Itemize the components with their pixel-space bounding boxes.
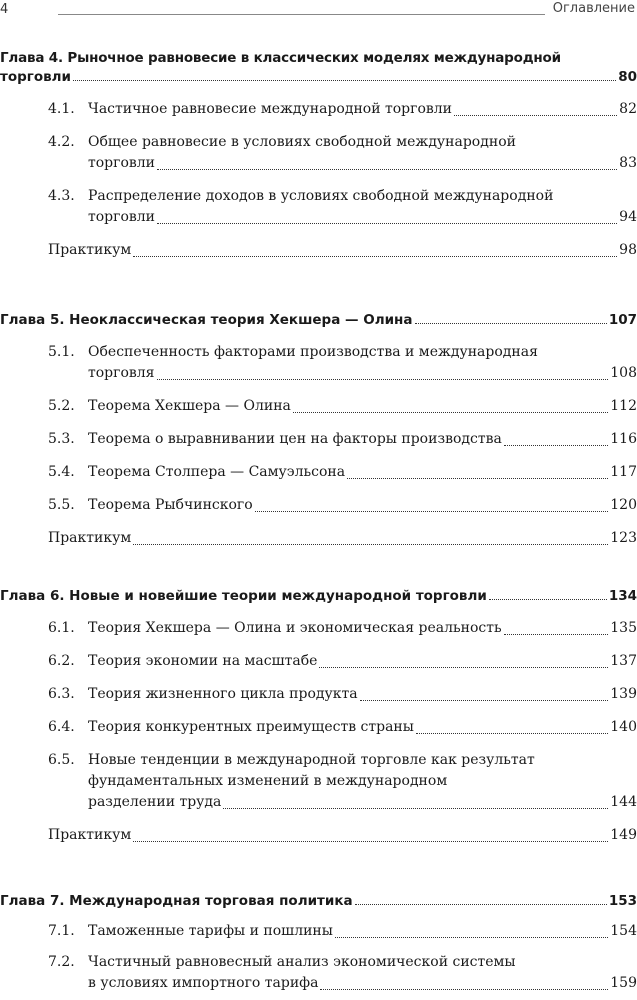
leader-dots	[319, 667, 608, 668]
leader-dots	[504, 445, 608, 446]
section-title: Теорема Хекшера — Олина	[88, 398, 291, 414]
section-page: 108	[610, 365, 637, 381]
section-title: Общее равновесие в условиях свободной международной	[88, 134, 516, 150]
section-number: 4.2.	[48, 134, 75, 150]
practicum-label: Практикум	[48, 242, 132, 258]
leader-dots	[504, 634, 609, 635]
toc-entry-6-1[interactable]	[48, 618, 637, 639]
section-page: 83	[619, 155, 637, 171]
section-page: 139	[610, 686, 637, 702]
section-title-cont: торговли	[88, 209, 156, 225]
leader-dots	[133, 841, 608, 842]
toc-entry-6-2[interactable]	[48, 651, 637, 672]
section-page: 137	[610, 653, 637, 669]
section-page: 94	[619, 209, 637, 225]
section-title: Новые тенденции в международной торговле как результат	[88, 752, 535, 768]
leader-dots	[293, 412, 608, 413]
leader-dots	[255, 511, 609, 512]
running-title: Оглавление	[552, 1, 635, 16]
section-title-cont: в условиях импортного тарифа	[88, 975, 319, 991]
page-number: 4	[0, 2, 9, 17]
chapter-title: Глава 7. Международная торговая политика	[0, 893, 353, 909]
chapter-6	[0, 588, 637, 846]
section-number: 5.1.	[48, 344, 75, 360]
section-number: 4.3.	[48, 188, 75, 204]
section-title: Теорема о выравнивании цен на факторы производства	[88, 431, 502, 447]
section-page: 112	[610, 398, 637, 414]
section-number: 7.2.	[48, 954, 75, 970]
practicum-label: Практикум	[48, 530, 132, 546]
section-title: Теория Хекшера — Олина и экономическая реальность	[88, 620, 502, 636]
chapter-title: Глава 5. Неоклассическая теория Хекшера — Олина	[0, 312, 413, 328]
practicum-page: 98	[619, 242, 637, 258]
section-page: 116	[610, 431, 637, 447]
toc-entry-practicum[interactable]	[48, 528, 637, 549]
leader-dots	[355, 904, 607, 905]
section-title: Теорема Столпера — Самуэльсона	[88, 464, 346, 480]
section-number: 6.1.	[48, 620, 75, 636]
section-page: 135	[610, 620, 637, 636]
section-number: 6.3.	[48, 686, 75, 702]
section-number: 5.3.	[48, 431, 75, 447]
toc-entry-6-5[interactable]	[48, 750, 637, 813]
section-number: 7.1.	[48, 923, 75, 939]
leader-dots	[73, 80, 616, 81]
chapter-5	[0, 312, 637, 549]
chapter-title-row[interactable]	[0, 893, 637, 909]
section-title: Теорема Рыбчинского	[88, 497, 253, 513]
leader-dots	[133, 256, 617, 257]
practicum-label: Практикум	[48, 827, 132, 843]
section-page: 117	[610, 464, 637, 480]
toc-entry-5-5[interactable]	[48, 495, 637, 516]
section-title: Распределение доходов в условиях свободной международной	[88, 188, 554, 204]
toc-entry-5-1[interactable]	[48, 342, 637, 384]
section-title: Таможенные тарифы и пошлины	[88, 923, 333, 939]
chapter-title-row[interactable]	[0, 312, 637, 328]
leader-dots	[416, 733, 608, 734]
toc-entry-practicum[interactable]	[48, 240, 637, 261]
leader-dots	[157, 379, 609, 380]
leader-dots	[320, 989, 608, 990]
chapter-page: 80	[618, 69, 637, 85]
leader-dots	[335, 937, 608, 938]
chapter-title-cont: торговли	[0, 69, 71, 85]
leader-dots	[157, 169, 617, 170]
section-page: 159	[610, 975, 637, 991]
section-title: Частичный равновесный анализ экономической системы	[88, 954, 516, 970]
practicum-page: 149	[610, 827, 637, 843]
chapter-title-row[interactable]	[0, 69, 637, 85]
toc-entry-5-2[interactable]	[48, 396, 637, 417]
leader-dots	[415, 323, 607, 324]
practicum-page: 123	[610, 530, 637, 546]
chapter-title: Глава 4. Рыночное равновесие в классических моделях международной	[0, 50, 561, 66]
section-page: 140	[610, 719, 637, 735]
toc-entry-5-3[interactable]	[48, 429, 637, 450]
leader-dots	[360, 700, 609, 701]
section-number: 5.5.	[48, 497, 75, 513]
section-page: 82	[619, 101, 637, 117]
toc-entry-4-3[interactable]	[48, 186, 637, 228]
leader-dots	[489, 599, 607, 600]
toc-entry-5-4[interactable]	[48, 462, 637, 483]
section-title-cont: торговля	[88, 365, 155, 381]
section-number: 5.4.	[48, 464, 75, 480]
section-number: 6.2.	[48, 653, 75, 669]
section-title: Частичное равновесие международной торговли	[88, 101, 453, 117]
section-page: 144	[610, 794, 637, 810]
section-title: Теория экономии на масштабе	[88, 653, 318, 669]
section-title: Теория жизненного цикла продукта	[88, 686, 358, 702]
section-number: 6.5.	[48, 752, 75, 768]
section-title-cont: фундаментальных изменений в международном	[88, 773, 448, 789]
section-title-cont: торговли	[88, 155, 156, 171]
section-title-cont: разделении труда	[88, 794, 222, 810]
leader-dots	[347, 478, 608, 479]
section-number: 6.4.	[48, 719, 75, 735]
toc-entry-7-1[interactable]	[48, 921, 637, 942]
section-page: 120	[610, 497, 637, 513]
section-title: Обеспеченность факторами производства и международная	[88, 344, 538, 360]
chapter-page: 134	[608, 588, 637, 604]
chapter-title: Глава 6. Новые и новейшие теории международной торговли	[0, 588, 487, 604]
chapter-page: 107	[608, 312, 637, 328]
toc-entry-practicum[interactable]	[48, 825, 637, 846]
toc-entry-7-2[interactable]	[48, 952, 637, 994]
toc-entry-6-3[interactable]	[48, 684, 637, 705]
toc-entry-4-1[interactable]	[48, 99, 637, 120]
toc-entry-6-4[interactable]	[48, 717, 637, 738]
chapter-7	[0, 893, 637, 994]
section-title: Теория конкурентных преимуществ страны	[88, 719, 414, 735]
chapter-page: 153	[608, 893, 637, 909]
section-number: 5.2.	[48, 398, 75, 414]
leader-dots	[133, 544, 608, 545]
leader-dots	[223, 808, 608, 809]
leader-dots	[454, 115, 617, 116]
toc-entry-4-2[interactable]	[48, 132, 637, 174]
chapter-4	[0, 48, 637, 261]
section-page: 154	[610, 923, 637, 939]
page-header	[0, 0, 637, 22]
leader-dots	[157, 223, 617, 224]
header-rule	[58, 14, 545, 15]
chapter-title-row[interactable]	[0, 588, 637, 604]
section-number: 4.1.	[48, 101, 75, 117]
